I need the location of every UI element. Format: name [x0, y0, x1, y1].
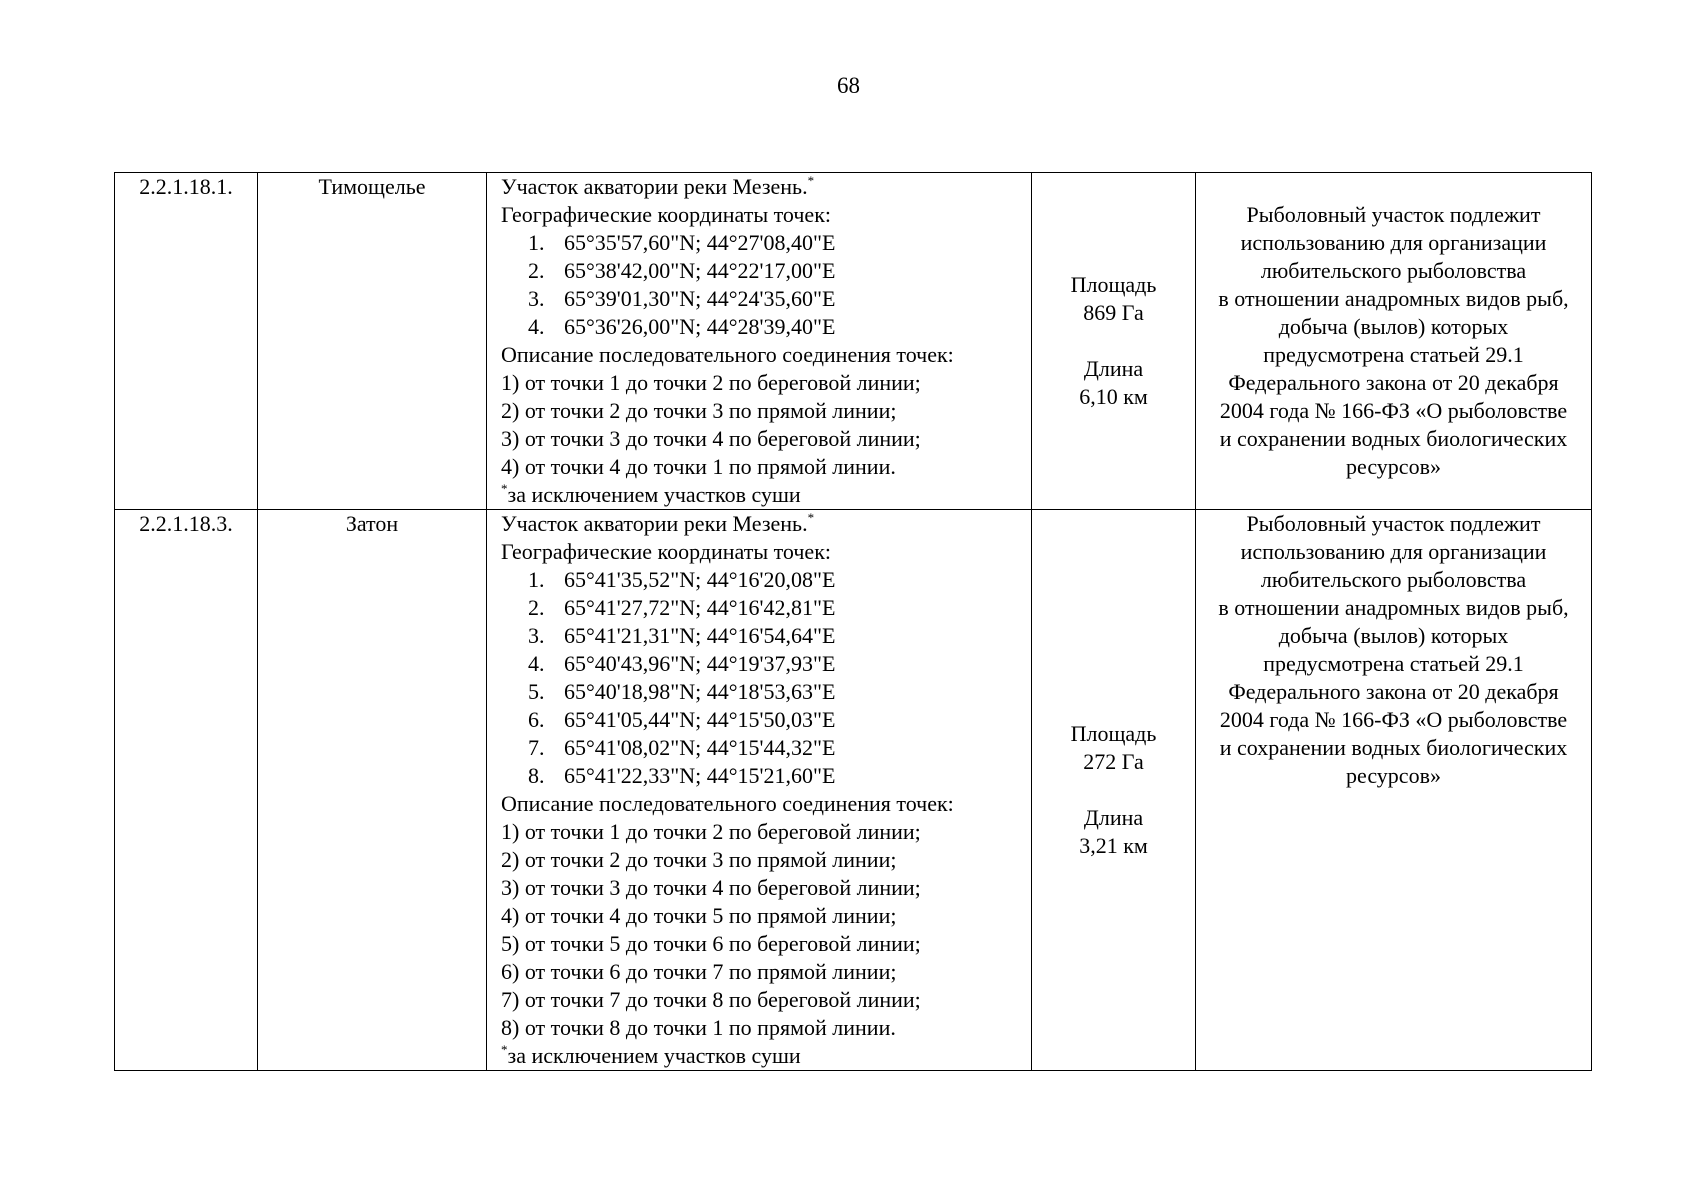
purpose-line: Федерального закона от 20 декабря — [1228, 679, 1559, 704]
footnote-mark: * — [807, 173, 815, 188]
connection-label: Описание последовательного соединения точек: — [501, 791, 954, 816]
coordinate-item: 4. 65°40'43,96"N; 44°19'37,93"E — [528, 651, 836, 676]
area-description — [487, 510, 1032, 1071]
area-label: Площадь — [1070, 721, 1157, 746]
table-row — [115, 510, 1592, 1071]
area-name: Затон — [258, 510, 487, 1071]
purpose-line: предусмотрена статьей 29.1 — [1263, 651, 1524, 676]
connection-item: 1) от точки 1 до точки 2 по береговой линии; — [501, 819, 921, 844]
purpose-line: любительского рыболовства — [1260, 258, 1527, 283]
coordinate-item: 2. 65°38'42,00"N; 44°22'17,00"E — [528, 258, 836, 283]
area-purpose — [1196, 173, 1592, 510]
area-number: 2.2.1.18.3. — [115, 510, 258, 1071]
coordinates-label: Географические координаты точек: — [501, 202, 831, 227]
coordinate-item: 7. 65°41'08,02"N; 44°15'44,32"E — [528, 735, 836, 760]
area-title: Участок акватории реки Мезень.* — [501, 510, 815, 536]
connection-item: 2) от точки 2 до точки 3 по прямой линии; — [501, 398, 897, 423]
coordinate-item: 2. 65°41'27,72"N; 44°16'42,81"E — [528, 595, 836, 620]
area-measurements — [1032, 173, 1196, 510]
connection-item: 1) от точки 1 до точки 2 по береговой линии; — [501, 370, 921, 395]
purpose-line: Федерального закона от 20 декабря — [1228, 370, 1559, 395]
coordinate-item: 8. 65°41'22,33"N; 44°15'21,60"E — [528, 763, 836, 788]
coordinate-item: 1. 65°41'35,52"N; 44°16'20,08"E — [528, 567, 836, 592]
coordinate-item: 5. 65°40'18,98"N; 44°18'53,63"E — [528, 679, 836, 704]
length-label: Длина — [1083, 356, 1144, 381]
purpose-line: ресурсов» — [1346, 763, 1441, 788]
coordinate-item: 3. 65°39'01,30"N; 44°24'35,60"E — [528, 286, 836, 311]
connection-item: 3) от точки 3 до точки 4 по береговой линии; — [501, 875, 921, 900]
area-purpose — [1196, 510, 1592, 1071]
purpose-line: и сохранении водных биологических — [1219, 735, 1568, 760]
purpose-line: Рыболовный участок подлежит — [1246, 202, 1541, 227]
area-value: 272 Га — [1083, 749, 1144, 774]
purpose-line: 2004 года № 166-ФЗ «О рыболовстве — [1219, 707, 1568, 732]
purpose-line: использованию для организации — [1240, 539, 1547, 564]
connection-item: 6) от точки 6 до точки 7 по прямой линии; — [501, 959, 897, 984]
connection-item: 7) от точки 7 до точки 8 по береговой линии; — [501, 987, 921, 1012]
table-row — [115, 173, 1592, 510]
purpose-line: ресурсов» — [1346, 454, 1441, 479]
connection-item: 8) от точки 8 до точки 1 по прямой линии. — [501, 1015, 896, 1040]
connection-item: 4) от точки 4 до точки 5 по прямой линии; — [501, 903, 897, 928]
coordinate-item: 3. 65°41'21,31"N; 44°16'54,64"E — [528, 623, 836, 648]
purpose-line: добыча (вылов) которых — [1278, 623, 1509, 648]
footnote-mark: * — [807, 510, 815, 525]
area-value: 869 Га — [1083, 300, 1144, 325]
area-label: Площадь — [1070, 272, 1157, 297]
length-value: 6,10 км — [1079, 384, 1148, 409]
purpose-line: 2004 года № 166-ФЗ «О рыболовстве — [1219, 398, 1568, 423]
length-value: 3,21 км — [1079, 833, 1148, 858]
purpose-line: и сохранении водных биологических — [1219, 426, 1568, 451]
connection-item: 5) от точки 5 до точки 6 по береговой линии; — [501, 931, 921, 956]
page-number: 68 — [837, 73, 860, 98]
footnote: *за исключением участков суши — [501, 481, 801, 507]
coordinate-item: 6. 65°41'05,44"N; 44°15'50,03"E — [528, 707, 836, 732]
fishing-areas-table — [114, 172, 1592, 1071]
length-label: Длина — [1083, 805, 1144, 830]
footnote: *за исключением участков суши — [501, 1042, 801, 1068]
connection-label: Описание последовательного соединения точек: — [501, 342, 954, 367]
purpose-line: использованию для организации — [1240, 230, 1547, 255]
connection-item: 4) от точки 4 до точки 1 по прямой линии. — [501, 454, 896, 479]
area-description — [487, 173, 1032, 510]
area-title: Участок акватории реки Мезень.* — [501, 173, 815, 199]
coordinate-item: 1. 65°35'57,60"N; 44°27'08,40"E — [528, 230, 836, 255]
purpose-line: предусмотрена статьей 29.1 — [1263, 342, 1524, 367]
purpose-line: Рыболовный участок подлежит — [1246, 511, 1541, 536]
area-number: 2.2.1.18.1. — [115, 173, 258, 510]
area-measurements — [1032, 510, 1196, 1071]
connection-item: 2) от точки 2 до точки 3 по прямой линии; — [501, 847, 897, 872]
coordinates-label: Географические координаты точек: — [501, 539, 831, 564]
purpose-line: в отношении анадромных видов рыб, — [1218, 286, 1569, 311]
coordinate-item: 4. 65°36'26,00"N; 44°28'39,40"E — [528, 314, 836, 339]
purpose-line: любительского рыболовства — [1260, 567, 1527, 592]
purpose-line: добыча (вылов) которых — [1278, 314, 1509, 339]
area-name: Тимощелье — [258, 173, 487, 510]
purpose-line: в отношении анадромных видов рыб, — [1218, 595, 1569, 620]
connection-item: 3) от точки 3 до точки 4 по береговой линии; — [501, 426, 921, 451]
